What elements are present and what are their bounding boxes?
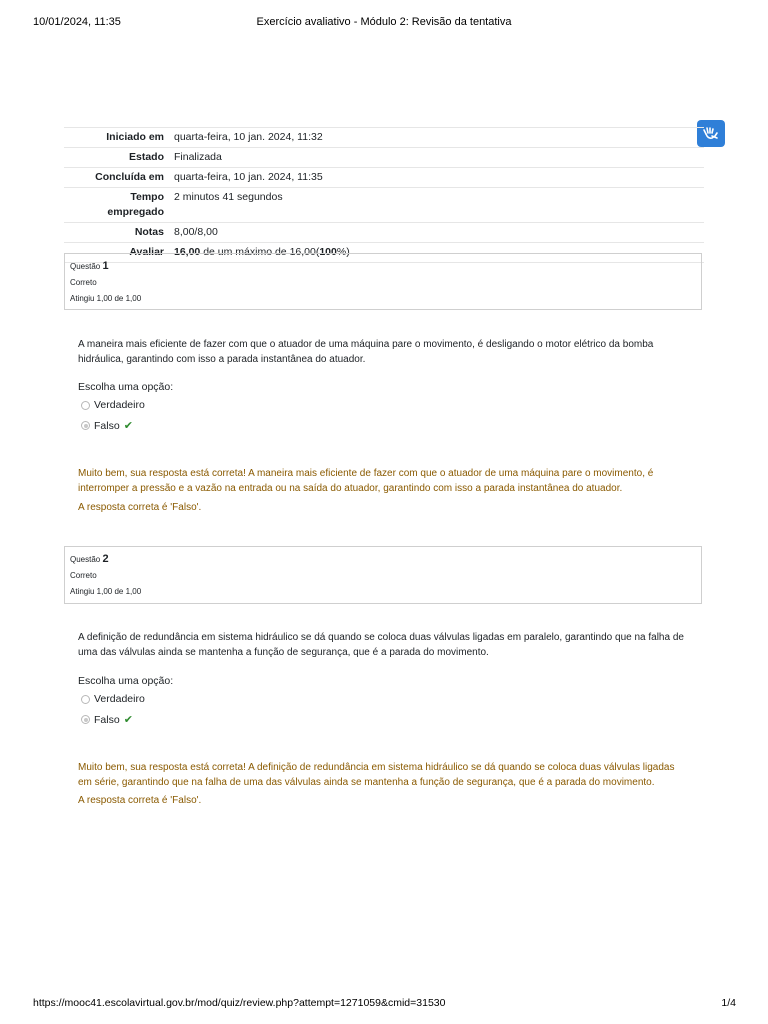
sign-language-icon: [702, 125, 720, 143]
option-false-1[interactable]: [81, 419, 133, 432]
print-page-number: 1/4: [721, 997, 736, 1009]
radio-false-1[interactable]: [81, 421, 90, 430]
time-label-line1: Tempo: [130, 191, 164, 203]
question-label: Questão: [70, 555, 101, 564]
summary-row-started: [64, 128, 704, 148]
choose-option-prompt-1: Escolha uma opção:: [78, 381, 174, 393]
summary-row-completed: [64, 168, 704, 188]
started-label: Iniciado em: [106, 131, 164, 143]
question-text-2: A definição de redundância em sistema hidráulico se dá quando se coloca duas válvulas ligadas em paralelo, garantindo que na falha de uma das válvulas ainda se mantenha a função de segurança, que é a parada do movimento.: [78, 632, 684, 658]
radio-true-2[interactable]: [81, 695, 90, 704]
question-text-1: A maneira mais eficiente de fazer com que o atuador de uma máquina pare o movimento, é desligando o motor elétrico da bomba hidráulica, garantindo com isso a parada instantânea do atuador.: [78, 339, 654, 365]
radio-true-1[interactable]: [81, 401, 90, 410]
completed-label: Concluída em: [95, 171, 164, 183]
correct-check-icon: ✔: [123, 714, 133, 726]
option-true-1[interactable]: [81, 399, 145, 411]
question-number-2: [70, 551, 696, 568]
option-false-2[interactable]: [81, 713, 133, 726]
option-false-label-2: Falso: [94, 713, 120, 726]
feedback-1: Muito bem, sua resposta está correta! A maneira mais eficiente de fazer com que o atuador de uma máquina pare o movimento, é interromper a pressão e a vazão na entrada ou na saída do atuador, garantindo com isso a parada instantânea do atuador.: [78, 468, 654, 494]
attempt-summary-table: [64, 127, 704, 263]
question-info-1: [64, 253, 702, 310]
option-false-label-1: Falso: [94, 419, 120, 432]
question-mark-2: Atingiu 1,00 de 1,00: [70, 587, 142, 596]
time-value: 2 minutos 41 segundos: [174, 191, 283, 203]
print-url: https://mooc41.escolavirtual.gov.br/mod/quiz/review.php?attempt=1271059&cmid=31530: [33, 997, 446, 1009]
option-true-2[interactable]: [81, 693, 145, 705]
question-number: 2: [102, 553, 109, 565]
question-mark-1: Atingiu 1,00 de 1,00: [70, 294, 142, 303]
grade-percent: 100: [319, 246, 337, 258]
right-answer-1: A resposta correta é 'Falso'.: [78, 502, 202, 513]
summary-row-state: [64, 148, 704, 168]
choose-option-prompt-2: Escolha uma opção:: [78, 675, 174, 687]
radio-false-2[interactable]: [81, 715, 90, 724]
summary-row-time: [64, 188, 704, 223]
print-header: [0, 16, 768, 32]
grade-end: %): [336, 246, 350, 258]
time-label-line2: empregado: [107, 206, 164, 218]
grade-label: Avaliar: [129, 246, 164, 258]
print-date: 10/01/2024, 11:35: [33, 16, 121, 28]
question-number-1: [70, 258, 696, 275]
completed-value: quarta-feira, 10 jan. 2024, 11:35: [174, 171, 323, 183]
grade-middle: de um máximo de 16,00(: [200, 246, 320, 258]
question-state-2: Correto: [70, 571, 97, 580]
grade-score: 16,00: [174, 246, 201, 258]
print-title: Exercício avaliativo - Módulo 2: Revisão da tentativa: [256, 16, 512, 28]
marks-label: Notas: [134, 226, 164, 238]
question-number: 1: [102, 260, 109, 272]
print-footer: [0, 997, 768, 1013]
question-state-1: Correto: [70, 278, 97, 287]
right-answer-2: A resposta correta é 'Falso'.: [78, 795, 202, 806]
correct-check-icon: ✔: [123, 420, 133, 432]
option-true-label-1: Verdadeiro: [94, 399, 145, 411]
question-info-2: [64, 546, 702, 604]
feedback-2: Muito bem, sua resposta está correta! A definição de redundância em sistema hidráulico se dá quando se coloca duas válvulas ligadas em série, garantindo que na falha de uma das válvulas ainda se mantenha a função de segurança, que é a parada do movimento.: [78, 762, 675, 788]
state-value: Finalizada: [174, 151, 222, 163]
option-true-label-2: Verdadeiro: [94, 693, 145, 705]
state-label: Estado: [128, 151, 164, 163]
summary-row-marks: [64, 223, 704, 243]
time-label: [64, 188, 174, 223]
question-label: Questão: [70, 262, 101, 271]
started-value: quarta-feira, 10 jan. 2024, 11:32: [174, 131, 323, 143]
marks-value: 8,00/8,00: [174, 226, 218, 238]
